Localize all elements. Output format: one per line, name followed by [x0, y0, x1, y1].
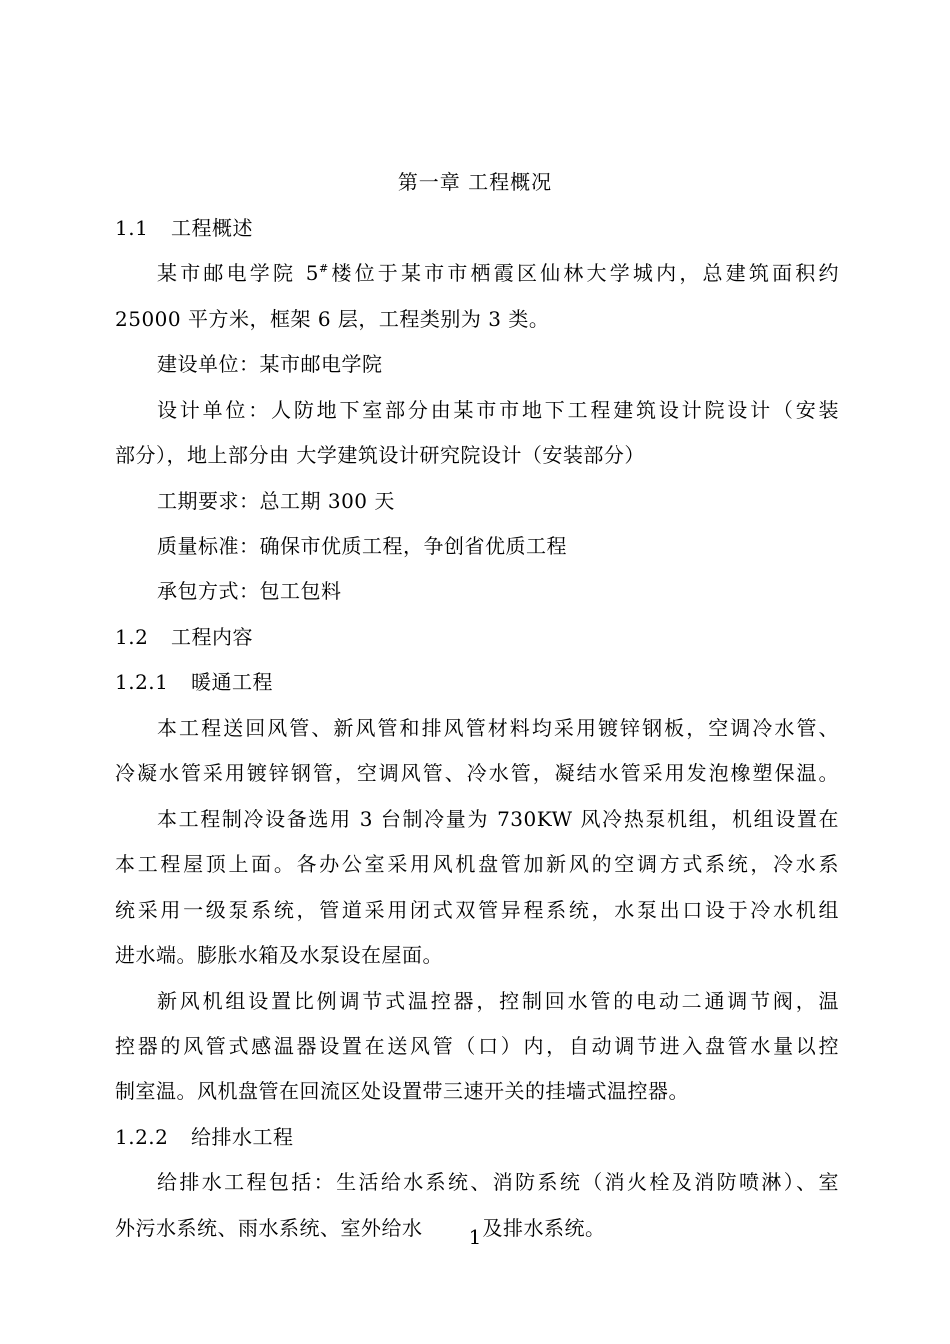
hvac-paragraph-line: 冷凝水管采用镀锌钢管，空调风管、冷水管，凝结水管采用发泡橡塑保温。: [115, 761, 839, 785]
hvac-paragraph-line: 新风机组设置比例调节式温控器，控制回水管的电动二通调节阀，温: [157, 989, 839, 1013]
designer-line: 部分），地上部分由 大学建筑设计研究院设计（安装部分）: [115, 443, 645, 467]
duration-line: 工期要求：总工期 300 天: [157, 489, 395, 513]
chapter-title: 第一章 工程概况: [397, 170, 553, 194]
section-heading-1-2-1: [115, 668, 839, 696]
quality-line: 质量标准：确保市优质工程，争创省优质工程: [157, 534, 567, 558]
section-number: 1.2: [115, 625, 149, 649]
hvac-paragraph-line: 本工程屋顶上面。各办公室采用风机盘管加新风的空调方式系统，冷水系: [115, 852, 839, 876]
builder-line: 建设单位：某市邮电学院: [157, 352, 383, 376]
overview-text: 某市邮电学院 5: [157, 261, 319, 285]
plumbing-text: 及排水系统。: [482, 1216, 606, 1240]
section-heading-1-2: [115, 623, 839, 651]
section-number: 1.2.2: [115, 1125, 169, 1149]
contract-line: 承包方式：包工包料: [157, 579, 342, 603]
designer-line: 设计单位：人防地下室部分由某市市地下工程建筑设计院设计（安装: [157, 398, 839, 422]
section-number: 1.2.1: [115, 670, 169, 694]
section-heading-1-2-2: [115, 1123, 839, 1151]
overview-paragraph-line: [157, 259, 839, 287]
plumbing-text: 外污水系统、雨水系统、室外给水: [115, 1216, 423, 1240]
hvac-paragraph-line: 制室温。风机盘管在回流区处设置带三速开关的挂墙式温控器。: [115, 1079, 689, 1103]
overview-text: 楼位于某市市栖霞区仙林大学城内，总建筑面积约: [328, 261, 839, 285]
section-title: 暖通工程: [191, 670, 273, 694]
page-number: 1: [468, 1225, 482, 1249]
plumbing-paragraph-line: 给排水工程包括：生活给水系统、消防系统（消火栓及消防喷淋）、室: [157, 1170, 839, 1194]
hvac-paragraph-line: 控器的风管式感温器设置在送风管（口）内，自动调节进入盘管水量以控: [115, 1034, 839, 1058]
overview-paragraph-line: 25000 平方米，框架 6 层，工程类别为 3 类。: [115, 307, 550, 331]
section-number: 1.1: [115, 216, 149, 240]
hvac-paragraph-line: 本工程制冷设备选用 3 台制冷量为 730KW 风冷热泵机组，机组设置在: [157, 807, 839, 831]
section-heading-1-1: [115, 214, 839, 242]
hvac-paragraph-line: 本工程送回风管、新风管和排风管材料均采用镀锌钢板，空调冷水管、: [157, 716, 839, 740]
section-title: 工程概述: [171, 216, 253, 240]
section-title: 给排水工程: [191, 1125, 294, 1149]
section-title: 工程内容: [171, 625, 253, 649]
hvac-paragraph-line: 进水端。膨胀水箱及水泵设在屋面。: [115, 943, 443, 967]
hvac-paragraph-line: 统采用一级泵系统，管道采用闭式双管异程系统，水泵出口设于冷水机组: [115, 898, 839, 922]
superscript-mark: #: [318, 262, 329, 275]
